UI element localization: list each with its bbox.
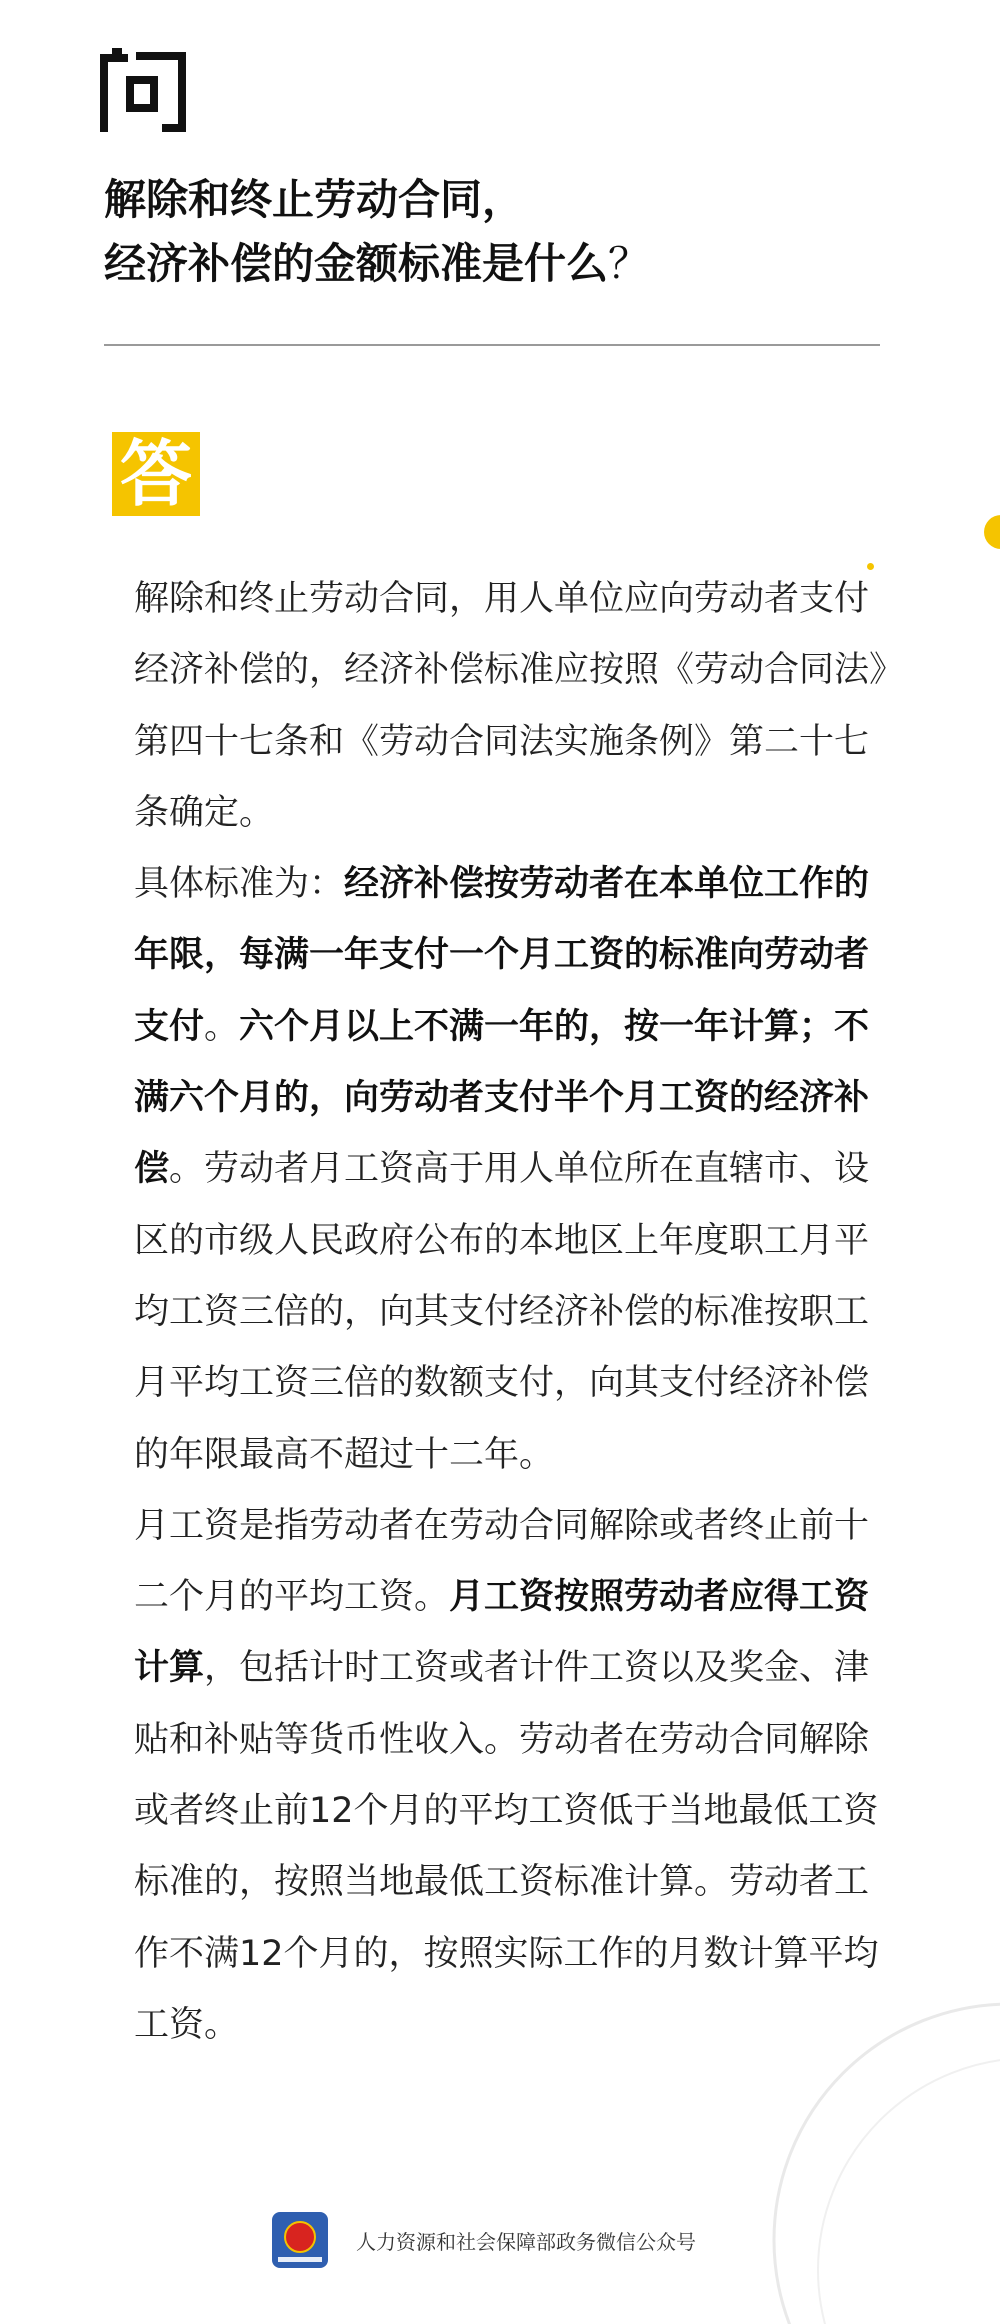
emblem-bar xyxy=(278,2257,322,2262)
national-emblem-icon xyxy=(272,2212,328,2268)
question-title-line1: 解除和终止劳动合同， xyxy=(104,175,525,224)
question-title-line2 xyxy=(104,232,924,296)
answer-paragraph-1: 解除和终止劳动合同，用人单位应向劳动者支付经济补偿的，经济补偿标准应按照《劳动合同法》第四十七条和《劳动合同法实施条例》第二十七条确定。 xyxy=(134,579,887,833)
p2-prefix: 具体标准为： xyxy=(134,864,345,905)
answer-paragraph-3 xyxy=(134,1491,894,2061)
p3-prefix: 月工资是指劳动者在劳动合同解除或者终止前十二个月的平均工资。 xyxy=(134,1505,870,1618)
footer xyxy=(272,2212,696,2268)
footer-text: 人力资源和社会保障部政务微信公众号 xyxy=(356,2229,696,2254)
divider xyxy=(104,344,880,346)
answer-paragraph-2 xyxy=(134,849,894,1491)
p2-mid: 。 xyxy=(204,1006,240,1047)
p2-bold-rule: 六个月以上不满一年的，按一年计算；不满六个月的，向劳动者支付半个月工资的经济补偿 xyxy=(134,1006,870,1190)
answer-body xyxy=(134,564,894,2061)
p2-rest: 。劳动者月工资高于用人单位所在直辖市、设区的市级人民政府公布的本地区上年度职工月平均工资三倍的，向其支付经济补偿的标准按职工月平均工资三倍的数额支付，向其支付经济补偿的年限最高不超过十二年。 xyxy=(134,1149,870,1475)
question-mark-icon xyxy=(100,48,186,132)
answer-mark: 答 xyxy=(112,432,200,516)
p2-bold-standard: 经济补偿按劳动者在本单位工作的年限，每满一年支付一个月工资的标准向劳动者支付 xyxy=(134,864,870,1047)
p3-bold: 月工资按照劳动者应得工资计算 xyxy=(134,1577,870,1689)
question-title-line2-text: 经济补偿的金额标准是什么 xyxy=(104,239,609,288)
question-title xyxy=(104,168,924,296)
p3-rest: ，包括计时工资或者计件工资以及奖金、津贴和补贴等货币性收入。劳动者在劳动合同解除或者终止前12个月的平均工资低于当地最低工资标准的，按照当地最低工资标准计算。劳动者工作不满12个月的，按照实际工作的月数计算平均工资。 xyxy=(134,1648,879,2045)
decorative-dot xyxy=(984,515,1000,549)
question-title-qmark: ？ xyxy=(608,239,651,288)
emblem-inner xyxy=(284,2221,316,2253)
